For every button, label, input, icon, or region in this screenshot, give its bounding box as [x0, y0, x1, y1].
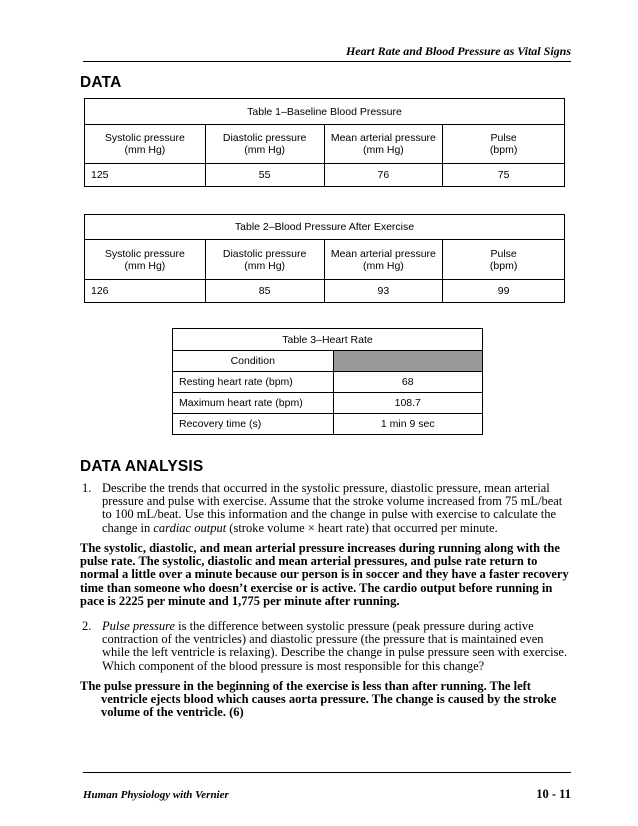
table-cell: 76 [324, 164, 443, 187]
table-cell: 93 [324, 280, 443, 303]
table-row-label: Resting heart rate (bpm) [173, 372, 334, 393]
running-header: Heart Rate and Blood Pressure as Vital Signs [345, 44, 571, 58]
table-cell: 75 [443, 164, 565, 187]
question-2: 2. Pulse pressure is the difference between systolic pressure (peak pressure during active contraction of the ventricles) and diastolic pressure (the pressure that is maintained even while the left ventricle is relaxing). Describe the change in pulse pressure seen with exercise. Which component of the blood pressure is most responsible for this change? [82, 619, 568, 673]
header-rule [83, 61, 571, 62]
table-caption: Table 2–Blood Pressure After Exercise [85, 215, 565, 240]
table-baseline-blood-pressure [84, 98, 565, 187]
column-header: Mean arterial pressure (mm Hg) [324, 240, 443, 280]
question-1: 1. Describe the trends that occurred in the systolic pressure, diastolic pressure, mean arterial pressure and pulse with exercise. Assume that the stroke volume increased from 75 mL/beat to 100 mL/beat. Use this information and the change in pulse with exercise to calculate the change in cardiac output (stroke volume × heart rate) that occurred per minute. [82, 481, 563, 535]
column-header: Diastolic pressure (mm Hg) [205, 125, 324, 164]
condition-header: Condition [173, 351, 334, 372]
table-cell: 68 [333, 372, 482, 393]
column-header: Systolic pressure (mm Hg) [85, 125, 206, 164]
table-cell: 85 [205, 280, 324, 303]
table-blood-pressure-after-exercise [84, 214, 565, 303]
table-cell: 108.7 [333, 393, 482, 414]
table-cell: 99 [443, 280, 565, 303]
column-header: Diastolic pressure (mm Hg) [205, 240, 324, 280]
footer-book-title: Human Physiology with Vernier [83, 789, 229, 801]
table-cell: 55 [205, 164, 324, 187]
data-analysis-heading: DATA ANALYSIS [80, 458, 204, 475]
table-heart-rate [172, 328, 483, 435]
column-header: Pulse (bpm) [443, 240, 565, 280]
table-caption: Table 1–Baseline Blood Pressure [85, 99, 565, 125]
table-row-label: Recovery time (s) [173, 414, 334, 435]
column-header: Pulse (bpm) [443, 125, 565, 164]
answer-2: The pulse pressure in the beginning of the exercise is less than after running. The left ventricle ejects blood which causes aorta pressure. The change is caused by the stroke volume of the ventricle. (6) [80, 679, 557, 720]
data-heading: DATA [80, 74, 122, 91]
table-cell: 125 [85, 164, 206, 187]
table-cell: 1 min 9 sec [333, 414, 482, 435]
answer-1: The systolic, diastolic, and mean arterial pressure increases during running along with the pulse rate. The systolic, diastolic and mean arterial pressures, and pulse rate return to normal a little over a minute because our person is in soccer and they have a faster recovery time than someone who doesn’t exercise or is active. The cardio output before running in pace is 2225 per minute and 1,775 per minute after running. [80, 541, 569, 608]
table-cell: 126 [85, 280, 206, 303]
footer-page-number: 10 - 11 [536, 787, 571, 801]
column-header: Systolic pressure (mm Hg) [85, 240, 206, 280]
shaded-header-cell [333, 351, 482, 372]
table-caption: Table 3–Heart Rate [173, 329, 483, 351]
column-header: Mean arterial pressure (mm Hg) [324, 125, 443, 164]
footer-rule [83, 772, 571, 773]
question-number: 2. [82, 619, 92, 633]
table-row-label: Maximum heart rate (bpm) [173, 393, 334, 414]
question-number: 1. [82, 481, 92, 495]
